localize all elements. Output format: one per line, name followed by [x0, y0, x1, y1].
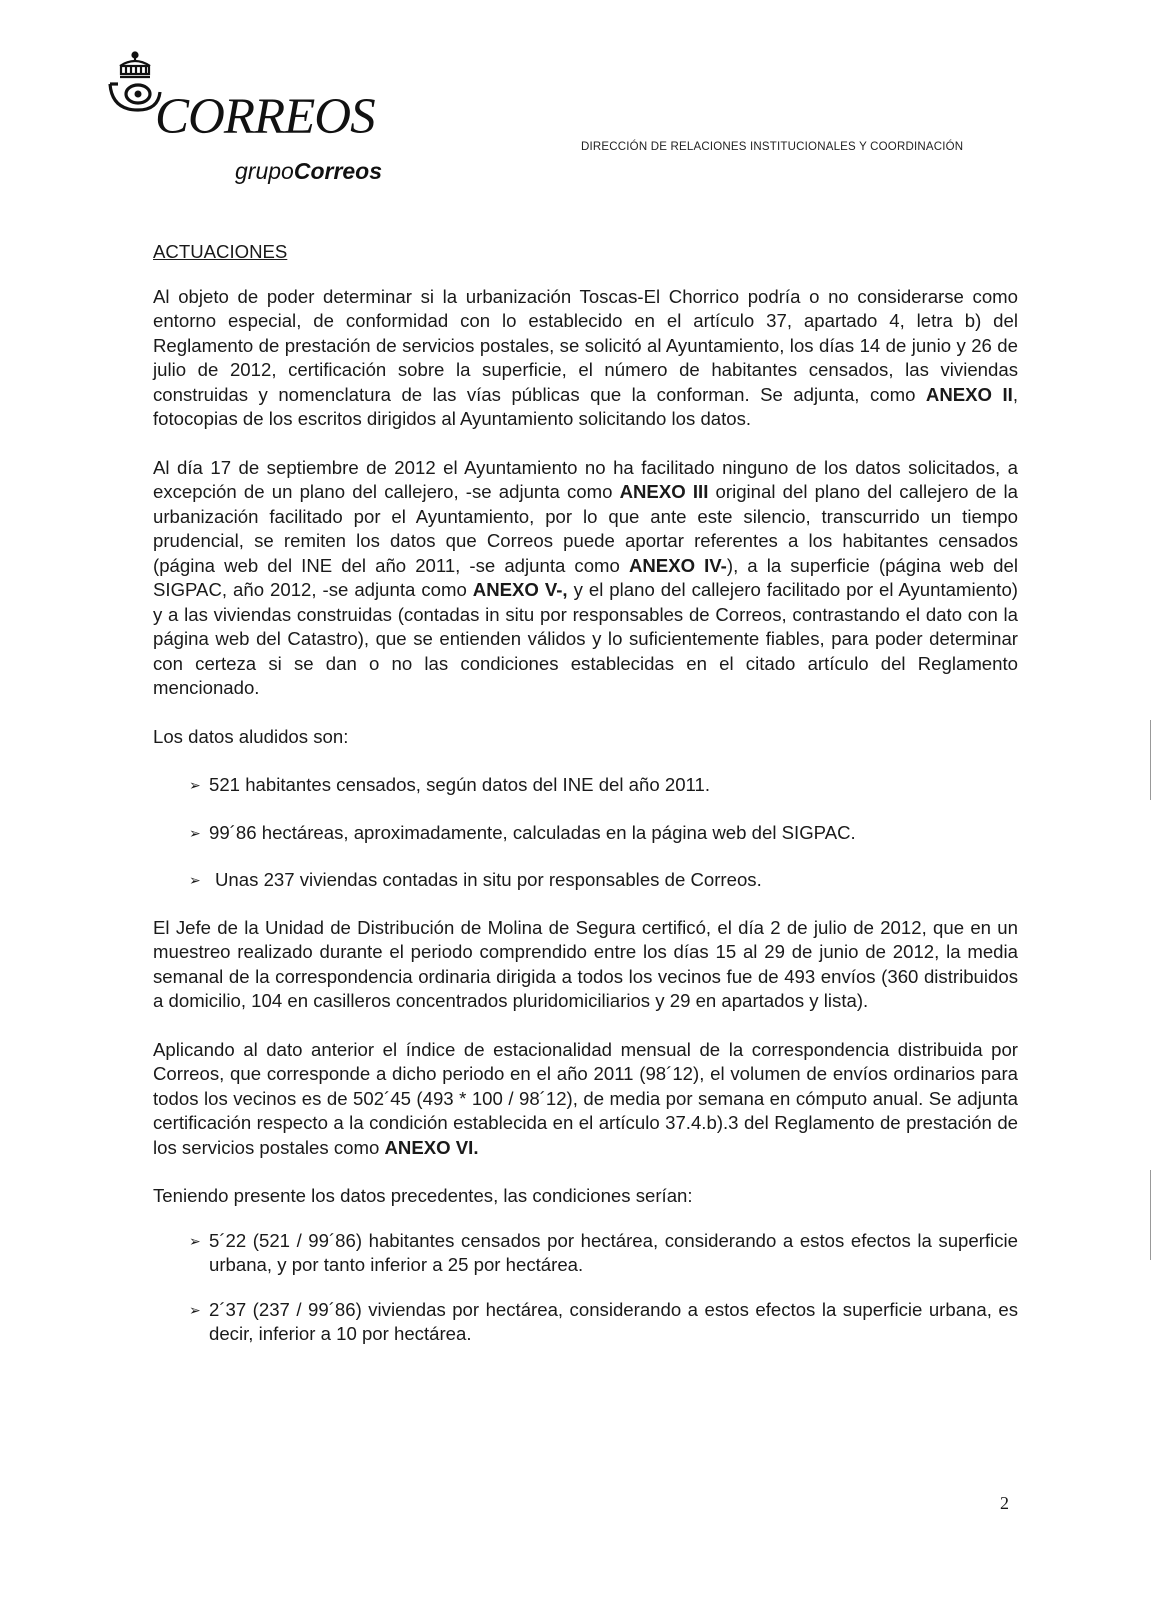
- paragraph-3: Los datos aludidos son:: [153, 725, 349, 747]
- section-heading: ACTUACIONES: [153, 241, 288, 262]
- p2-text-e: ), a la superficie (página web del SIGPAC, año 2012, -se adjunta como: [153, 554, 1018, 600]
- list-item: [153, 1298, 1018, 1347]
- paragraph-5: [153, 1038, 1018, 1161]
- list-item: [153, 773, 1018, 798]
- arrow-bullet-icon: ➢: [189, 1301, 201, 1318]
- list-item-text: 99´86 hectáreas, aproximadamente, calculadas en la página web del SIGPAC.: [209, 821, 856, 843]
- arrow-bullet-icon: ➢: [189, 824, 201, 841]
- logo-sub-light: grupo: [235, 158, 294, 184]
- arrow-bullet-icon: ➢: [189, 872, 201, 888]
- paragraph-4: El Jefe de la Unidad de Distribución de Molina de Segura certificó, el día 2 de julio de 2012, que en un muestreo realizado durante el periodo comprendido entre los días 15 al 29 de junio de 2012, la media semanal de la correspondencia ordinaria dirigida a todos los vecinos fue de 493 envíos (360 distribuidos a domicilio, 104 en casilleros concentrados pluridomiciliarios y 29 en apartados y lista).: [153, 916, 1018, 1011]
- annex-ii-label: ANEXO II: [925, 383, 1013, 405]
- list-item: [153, 1229, 1018, 1278]
- paragraph-1: [153, 285, 1018, 432]
- p2-text-c: original del plano del callejero de la urbanización facilitado por el Ayuntamiento, por lo que ante este silencio, transcurrido un tiempo prudencial, se remiten los datos que Correos puede aportar referentes a los habitantes censados (página web del INE del año 2011, -se adjunta como: [153, 481, 1018, 576]
- page-number: 2: [1000, 1493, 1009, 1513]
- list-item-text: 5´22 (521 / 99´86) habitantes censados por hectárea, considerando a estos efectos la superficie urbana, y por tanto inferior a 25 por hectárea.: [209, 1229, 1018, 1275]
- scan-edge-mark: [1150, 1170, 1151, 1260]
- list-item-text: 521 habitantes censados, según datos del INE del año 2011.: [209, 774, 711, 795]
- arrow-bullet-icon: ➢: [189, 1232, 201, 1249]
- p1-text-c: , fotocopias de los escritos dirigidos al Ayuntamiento solicitando los datos.: [153, 383, 1018, 429]
- department-header: DIRECCIÓN DE RELACIONES INSTITUCIONALES Y COORDINACIÓN: [581, 141, 964, 153]
- list-item: [153, 821, 1018, 846]
- p2-text-g: y el plano del callejero facilitado por el Ayuntamiento) y a las viviendas construidas (contadas in situ por responsables de Correos, contrastando el dato con la página web del Catastro), que se entienden válidos y lo suficientemente fiables, para poder determinar con certeza si se dan o no las condiciones establecidas en el citado artículo del Reglamento mencionado.: [153, 579, 1018, 698]
- logo-sub-bold: Correos: [293, 158, 383, 184]
- paragraph-2: [153, 456, 1018, 701]
- logo-wordmark: CORREOS: [155, 89, 375, 145]
- list-item-text: 2´37 (237 / 99´86) viviendas por hectárea, considerando a estos efectos la superficie urbana, es decir, inferior a 10 por hectárea.: [209, 1298, 1018, 1344]
- p1-text-a: Al objeto de poder determinar si la urbanización Toscas-El Chorrico podría o no considerarse como entorno especial, de conformidad con lo establecido en el artículo 37, apartado 4, letra b) del Reglamento de prestación de servicios postales, se solicitó al Ayuntamiento, los días 14 de junio y 26 de julio de 2012, certificación sobre la superficie, el número de habitantes censados, las viviendas construidas y nomenclatura de las vías públicas que la conforman. Se adjunta, como: [153, 285, 1018, 405]
- list-item: [153, 868, 1018, 893]
- annex-iv-label: ANEXO IV-: [628, 554, 727, 576]
- logo-subtitle: [235, 160, 382, 183]
- p5-text-a: Aplicando al dato anterior el índice de estacionalidad mensual de la correspondencia distribuida por Correos, que corresponde a dicho periodo en el año 2011 (98´12), el volumen de envíos ordinarios para todos los vecinos es de 502´45 (493 * 100 / 98´12), de media por semana en cómputo anual. Se adjunta certificación respecto a la condición establecida en el artículo 37.4.b).3 del Reglamento de prestación de los servicios postales como: [153, 1038, 1018, 1158]
- list-item-text: Unas 237 viviendas contadas in situ por responsables de Correos.: [215, 869, 762, 890]
- document-body: [153, 240, 1018, 1367]
- scan-edge-mark: [1150, 720, 1151, 800]
- annex-v-label: ANEXO V-,: [472, 579, 568, 600]
- annex-vi-label: ANEXO VI.: [384, 1136, 479, 1158]
- data-list: [153, 773, 1018, 893]
- p2-text-a: Al día 17 de septiembre de 2012 el Ayuntamiento no ha facilitado ninguno de los datos solicitados, a excepción de un plano del callejero, -se adjunta como: [153, 456, 1018, 502]
- paragraph-6: Teniendo presente los datos precedentes, las condiciones serían:: [153, 1185, 693, 1206]
- conditions-list: [153, 1229, 1018, 1347]
- arrow-bullet-icon: ➢: [189, 777, 201, 793]
- annex-iii-label: ANEXO III: [619, 481, 709, 502]
